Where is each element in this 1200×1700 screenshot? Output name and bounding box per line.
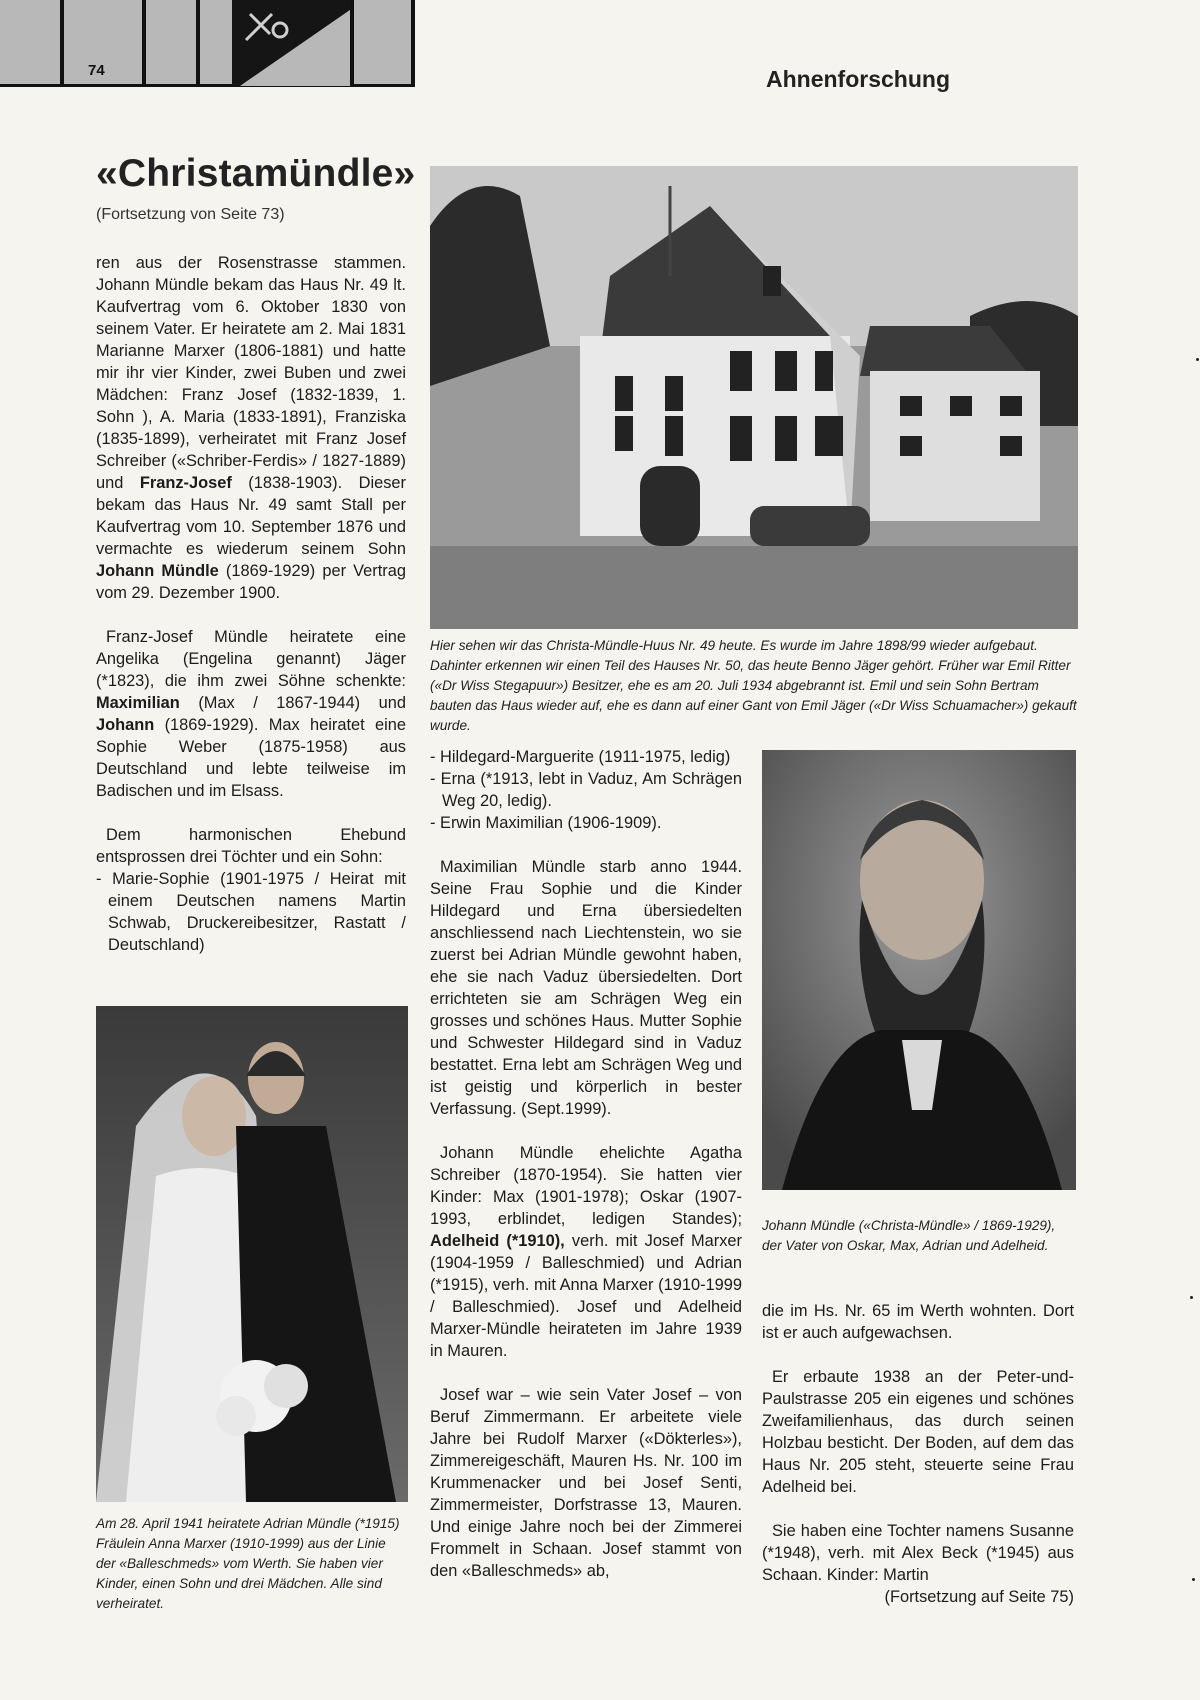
- wedding-photo: [96, 1006, 408, 1502]
- paragraph: Er erbaute 1938 an der Peter-und-Paulstrasse 205 ein eigenes und schönes Zweifamilienhaus, das durch seinen Holzbau besticht. Der Boden, auf dem das Haus Nr. 205 steht, steuerte seine Frau Adelheid bei.: [762, 1368, 1074, 1496]
- header-rule: [0, 84, 415, 87]
- list-item: - Marie-Sophie (1901-1975 / Heirat mit einem Deutschen namens Martin Schwab, Druckereibesitzer, Rastatt / Deutschland): [96, 870, 406, 954]
- paragraph: die im Hs. Nr. 65 im Werth wohnten. Dort ist er auch aufgewachsen.: [762, 1302, 1074, 1342]
- scan-mark: [1196, 358, 1199, 361]
- paragraph: ren aus der Rosenstrasse stammen. Johann Mündle bekam das Haus Nr. 49 lt. Kaufvertrag vom 6. Oktober 1830 von seinem Vater. Er heiratete am 2. Mai 1831 Marianne Marxer (1806-1881) und hatte mir ihr vier Kinder, zwei Buben und zwei Mädchen: Franz Josef (1832-1839, 1. Sohn ), A. Maria (1833-1891), Franziska (1835-1899), verheiratet mit Franz Josef Schreiber («Schriber-Ferdis» / 1827-1889) und Franz-Josef (1838-1903). Dieser bekam das Haus Nr. 49 samt Stall per Kaufvertrag vom 10. September 1876 und vermachte es wiederum seinem Sohn Johann Mündle (1869-1929) per Vertrag vom 29. Dezember 1900.: [96, 254, 407, 602]
- column-right: [762, 1300, 1074, 1608]
- house-photo: [430, 166, 1078, 629]
- list-item: - Erna (*1913, lebt in Vaduz, Am Schrägen Weg 20, ledig).: [430, 770, 742, 810]
- header-strip: [0, 0, 415, 86]
- paragraph: Franz-Josef Mündle heiratete eine Angelika (Engelina genannt) Jäger (*1823), die ihm zwei Söhne schenkte: Maximilian (Max / 1867-1944) und Johann (1869-1929). Max heiratet eine Sophie Weber (1875-1958) aus Deutschland und lebte teilweise im Badischen und im Elsass.: [96, 628, 406, 800]
- wedding-caption: Am 28. April 1941 heiratete Adrian Mündle (*1915) Fräulein Anna Marxer (1910-1999) aus der Linie der «Balleschmeds» vom Werth. Sie haben vier Kinder, einen Sohn und drei Mädchen. Alle sind verheiratet.: [96, 1516, 400, 1611]
- crest-badge-icon: [232, 0, 350, 86]
- scan-mark: [1192, 1578, 1195, 1581]
- section-title: Ahnenforschung: [766, 66, 950, 92]
- page-number: 74: [88, 62, 105, 79]
- paragraph: Johann Mündle ehelichte Agatha Schreiber (1870-1954). Sie hatten vier Kinder: Max (1901-1978); Oskar (1907-1993, erblindet, ledigen Standes); Adelheid (*1910), verh. mit Josef Marxer (1904-1959 / Balleschmied) und Adrian (*1915), verh. mit Anna Marxer (1910-1999 / Balleschmied). Josef und Adelheid Marxer-Mündle heirateten im Jahre 1939 in Mauren.: [430, 1144, 742, 1360]
- children-list: [430, 746, 742, 834]
- article-subtitle: (Fortsetzung von Seite 73): [96, 206, 285, 223]
- paragraph: Sie haben eine Tochter namens Susanne (*1948), verh. mit Alex Beck (*1945) aus Schaan. Kinder: Martin: [762, 1522, 1074, 1584]
- list-item: - Hildegard-Marguerite (1911-1975, ledig): [430, 748, 731, 766]
- continued-note: (Fortsetzung auf Seite 75): [884, 1588, 1074, 1606]
- list-item: - Erwin Maximilian (1906-1909).: [430, 814, 662, 832]
- portrait-caption: Johann Mündle («Christa-Mündle» / 1869-1929), der Vater von Oskar, Max, Adrian und Adelheid.: [762, 1218, 1056, 1253]
- scan-mark: [1190, 1296, 1193, 1299]
- column-middle: [430, 746, 742, 1582]
- paragraph: Dem harmonischen Ehebund entsprossen drei Töchter und ein Sohn:: [96, 826, 406, 866]
- paragraph: Josef war – wie sein Vater Josef – von Beruf Zimmermann. Er arbeitete viele Jahre bei Rudolf Marxer («Dökterles»), Zimmereigeschäft, Mauren Hs. Nr. 100 im Krummenacker und bei Josef Senti, Zimmermeister, Dorfstrasse 13, Mauren. Und einige Jahre noch bei der Zimmerei Frommelt in Schaan. Josef stammt von den «Balleschmeds» ab,: [430, 1386, 742, 1580]
- paragraph: Maximilian Mündle starb anno 1944. Seine Frau Sophie und die Kinder Hildegard und Erna übersiedelten anschliessend nach Liechtenstein, wo sie zuerst bei Adrian Mündle gewohnt haben, ehe sie nach Vaduz übersiedelten. Dort errichteten sie am Schrägen Weg ein grosses und schönes Haus. Mutter Sophie und Schwester Hildegard sind in Vaduz bestattet. Erna lebt am Schrägen Weg und ist geistig und körperlich in bester Verfassung. (Sept.1999).: [430, 858, 742, 1118]
- house-caption: Hier sehen wir das Christa-Mündle-Huus Nr. 49 heute. Es wurde im Jahre 1898/99 wieder aufgebaut. Dahinter erkennen wir einen Teil des Hauses Nr. 50, das heute Benno Jäger gehört. Früher war Emil Ritter («Dr Wiss Stegapuur») Besitzer, ehe es am 20. Juli 1934 abgebrannt ist. Emil und sein Sohn Bertram bauten das Haus wieder auf, ehe es dann auf einer Gant von Emil Jäger («Dr Wiss Schuamacher») gekauft wurde.: [430, 638, 1077, 733]
- article-title: «Christamündle»: [96, 152, 416, 195]
- column-left: [96, 252, 406, 978]
- portrait-photo: [762, 750, 1076, 1190]
